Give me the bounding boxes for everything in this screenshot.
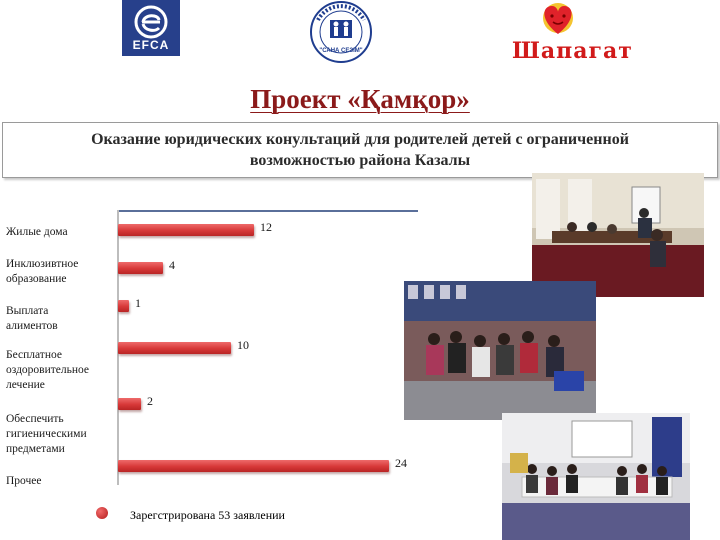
bar-chart: [0, 190, 420, 540]
bar-value-label: 10: [237, 338, 249, 352]
sana-sezim-logo: [306, 0, 376, 70]
photo-audience: [404, 281, 596, 420]
category-label-line: Прочее: [6, 475, 42, 487]
category-label-line: гигиеническими: [6, 428, 87, 440]
bar: [118, 300, 129, 312]
category-label-line: лечение: [6, 379, 45, 391]
bar-value-label: 24: [395, 456, 407, 470]
efca-logo: [122, 0, 180, 56]
bar: [118, 460, 389, 472]
chart-axis-top: [118, 210, 418, 212]
category-label-line: Инклюзивтное: [6, 258, 79, 270]
efca-logo-text: EFCA: [132, 38, 170, 52]
shapagat-logo: [512, 0, 633, 74]
bar: [118, 398, 141, 410]
category-label-line: Выплата: [6, 305, 49, 317]
bar-value-label: 2: [147, 394, 153, 408]
bar: [118, 224, 254, 236]
legend-text: Зарегстрирована 53 заявлении: [130, 508, 285, 522]
category-label-line: Бесплатное: [6, 349, 62, 361]
category-label-line: Обеспечить: [6, 413, 64, 425]
subtitle-box: [2, 122, 718, 178]
legend-marker: [96, 507, 108, 519]
sana-sezim-emblem-icon: [306, 0, 376, 70]
photo-meeting-room: [532, 173, 704, 297]
chart-legend: [96, 505, 356, 525]
category-label: [6, 412, 87, 457]
category-label: [6, 348, 89, 393]
bar-value-label: 1: [135, 296, 141, 310]
category-label: [6, 225, 68, 240]
category-label-line: оздоровительное: [6, 364, 90, 376]
bar: [118, 342, 231, 354]
shapagat-logo-text: Шапагат: [512, 38, 633, 64]
bar-value-label: 12: [260, 220, 272, 234]
page-title: Проект «Қамқор»: [250, 84, 470, 114]
category-label: [6, 257, 78, 287]
category-label: [6, 474, 42, 489]
bar: [118, 262, 163, 274]
category-label-line: образование: [6, 273, 67, 285]
category-label-line: Жилые дома: [6, 226, 68, 238]
subtitle-line-2: возможностью района Казалы: [249, 152, 471, 169]
category-label-line: алиментов: [6, 320, 58, 332]
bar-value-label: 4: [169, 258, 175, 272]
category-label: [6, 304, 58, 334]
category-label-line: предметами: [6, 443, 65, 455]
subtitle-line-1: Оказание юридических конультаций для родителей детей с ограниченной: [91, 131, 629, 148]
photo-conference-table: [502, 413, 690, 540]
sana-sezim-label: "САНА СЕЗIМ": [319, 48, 363, 54]
heart-icon: [512, 0, 604, 40]
